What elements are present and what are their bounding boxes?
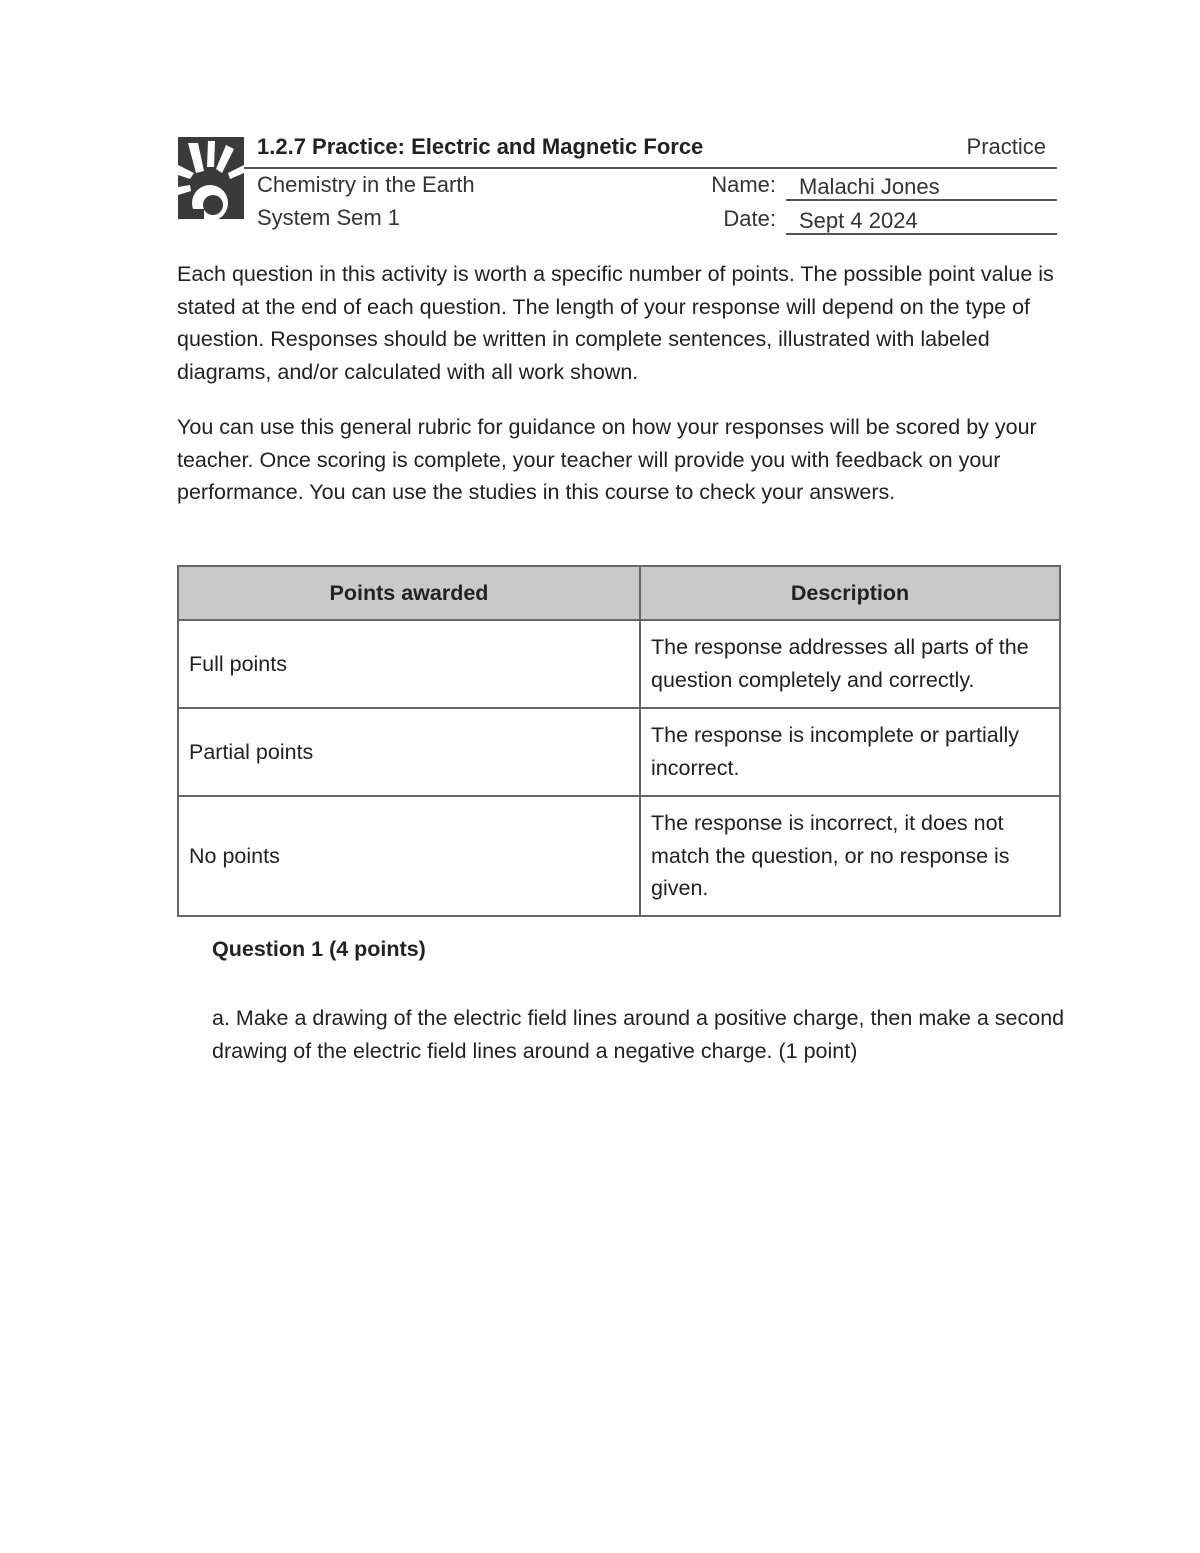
table-row [178,708,1060,796]
intro-paragraph-2: You can use this general rubric for guidance on how your responses will be scored by your teacher. Once scoring is complete, your teacher will provide you with feedback on your performance. You can use the studies in this course to check your answers. [177,415,1037,505]
date-label: Date: [723,206,776,231]
course-name [257,168,517,234]
rubric-header-row [178,566,1060,620]
question-1-part-a: a. Make a drawing of the electric field lines around a positive charge, then make a second drawing of the electric field lines around a negative charge. (1 point) [212,1006,1065,1063]
rubric-points-cell: Partial points [178,708,640,796]
name-field[interactable]: Malachi Jones [786,170,1057,201]
rubric-header-points: Points awarded [178,566,640,620]
course-line-1: Chemistry in the Earth [257,172,475,197]
table-row [178,620,1060,708]
rubric-table [177,565,1061,917]
rubric-description-cell: The response is incorrect, it does not match the question, or no response is given. [640,796,1060,916]
rubric-description-cell: The response is incomplete or partially incorrect. [640,708,1060,796]
rubric-header-description: Description [640,566,1060,620]
document-title: 1.2.7 Practice: Electric and Magnetic Force [257,134,704,159]
date-field[interactable]: Sept 4 2024 [786,204,1057,235]
table-row [178,796,1060,916]
rubric-points-cell: No points [178,796,640,916]
sunburst-logo-icon [178,137,244,219]
intro-paragraph-1: Each question in this activity is worth a specific number of points. The possible point value is stated at the end of each question. The length of your response will depend on the type of question. Responses should be written in complete sentences, illustrated with labeled diagrams, and/or calculated with all work shown. [177,262,1054,384]
document-type-label: Practice [966,134,1046,159]
question-1-title: Question 1 (4 points) [212,937,426,961]
course-line-2: System Sem 1 [257,205,401,230]
name-label: Name: [711,172,776,197]
rubric-description-cell: The response addresses all parts of the question completely and correctly. [640,620,1060,708]
rubric-points-cell: Full points [178,620,640,708]
